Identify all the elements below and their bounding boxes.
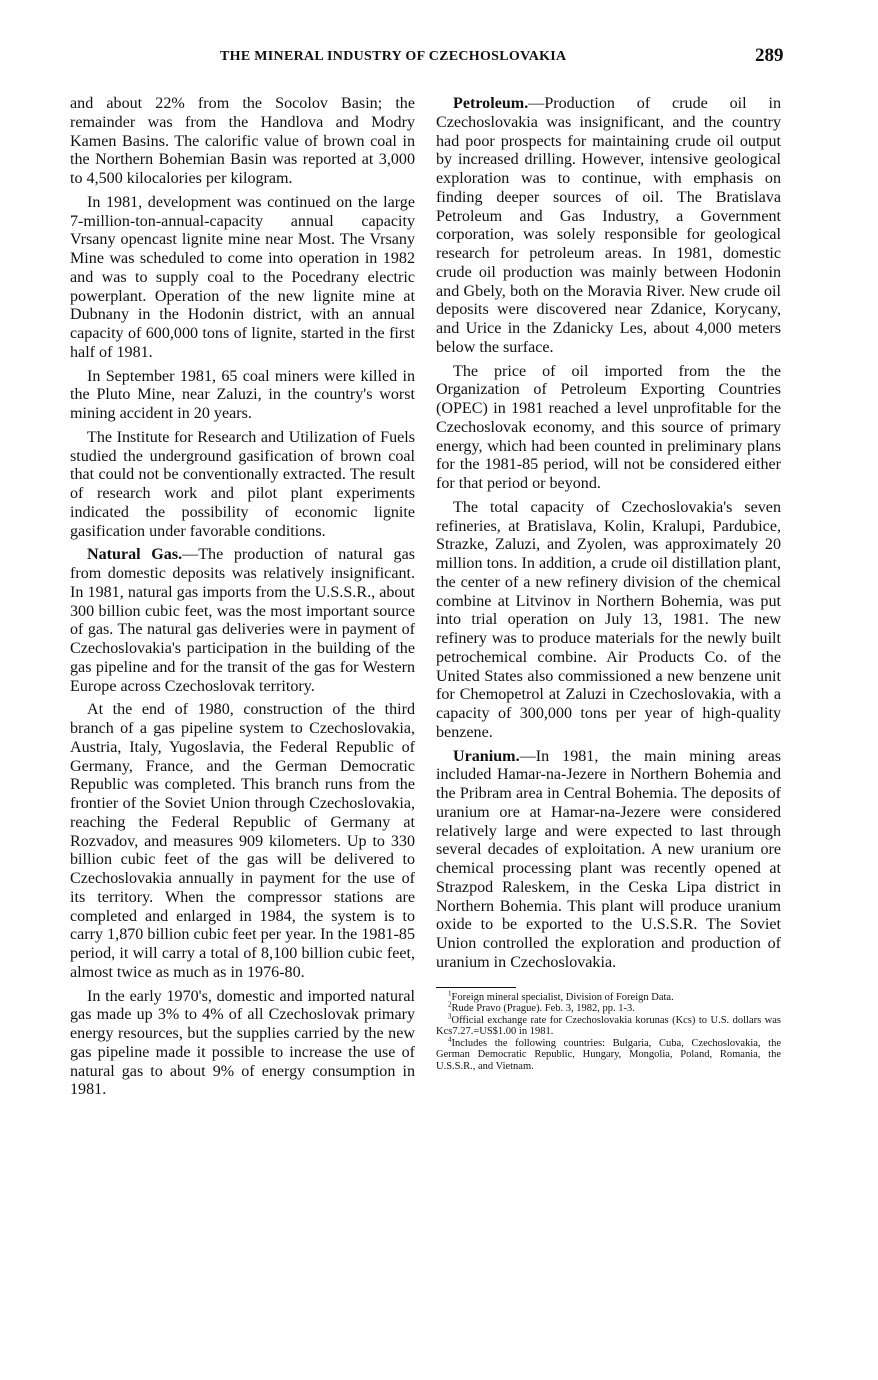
paragraph: In 1981, development was continued on the large 7-million-ton-annual-capacity annual capacity Vrsany opencast lignite mine near Most. The Vrsany Mine was scheduled to come into operation in 1982 and was to supply coal to the Pocedrany electric powerplant. Operation of the new lignite mine at Dubnany in the Hodonin district, with an annual capacity of 600,000 tons of lignite, started in the first half of 1981. [70,193,415,361]
footnote-marker: 1 [448,989,452,997]
footnote-marker: 2 [448,1000,452,1009]
footnote-text: Rude Pravo (Prague). Feb. 3, 1982, pp. 1-3. [451,1003,635,1014]
petroleum-section [436,95,781,358]
paragraph-text: —In 1981, the main mining areas included Hamar-na-Jezere in Northern Bohemia and the Pribram area in Central Bohemia. The deposits of uranium ore at Hamar-na-Jezere were considered relatively large and were expected to last through several decades of exploitation. A new uranium ore chemical processing plant was recently opened at Strazpod Raleskem, in the Ceska Lipa district in Northern Bohemia. This plant will produce uranium oxide to be exported to the U.S.S.R. The Soviet Union controlled the exploration and production of uranium in Czechoslovakia. [436,747,781,971]
paragraph: The Institute for Research and Utilization of Fuels studied the underground gasification of brown coal that could not be conventionally extracted. The result of research work and pilot plant experiments indicated the possibility of economic lignite gasification under favorable conditions. [70,428,415,540]
running-header-title: THE MINERAL INDUSTRY OF CZECHOSLOVAKIA [220,49,567,64]
footnote-divider [436,987,516,988]
paragraph: In the early 1970's, domestic and imported natural gas made up 3% to 4% of all Czechoslovak primary energy resources, but the supplies carried by the new gas pipeline made it possible to increase the use of natural gas to about 9% of energy consumption in 1981. [70,987,415,1099]
paragraph: and about 22% from the Socolov Basin; the remainder was from the Handlova and Modry Kamen Basins. The calorific value of brown coal in the Northern Bohemian Basin was reported at 3,000 to 4,500 kilocalories per kilogram. [70,95,415,187]
page-number: 289 [755,45,784,66]
left-column [70,95,415,1105]
right-column [436,95,781,1072]
footnote [436,1012,781,1038]
section-heading-petroleum: Petroleum. [453,95,529,112]
section-heading-uranium: Uranium. [453,747,520,765]
footnote-marker: 3 [448,1012,452,1020]
paragraph: The total capacity of Czechoslovakia's seven refineries, at Bratislava, Kolin, Kralupi, Pardubice, Strazke, Zaluzi, and Zyolen, was approximately 20 million tons. In addition, a crude oil distillation plant, the center of a new refinery division of the chemical combine at Litvinov in Northern Bohemia, was put into trial operation on July 13, 1981. The new refinery was to produce materials for the newly built petrochemical combine. Air Products Co. of the United States also commissioned a new benzene unit for Chemopetrol at Zaluzi in Czechoslovakia, with a capacity of 300,000 tons per year of high-quality benzene. [436,498,781,741]
natural-gas-section [70,546,415,696]
paragraph-text: —Production of crude oil in Czechoslovakia was insignificant, and the country had poor prospects for maintaining crude oil output by increased drilling. However, intensive geological exploration was to continue, with emphasis on finding deeper sources of oil. The Bratislava Petroleum and Gas Industry, a Government corporation, was solely responsible for geological research for petroleum areas. In 1981, domestic crude oil production was mainly between Hodonin and Gbely, both on the Moravia River. New crude oil deposits were discovered near Zdanice, Korycany, and Urice in the Zdanicky Les, about 4,000 meters below the surface. [436,95,781,356]
footnote-text: Includes the following countries: Bulgaria, Cuba, Czechoslovakia, the German Democratic Republic, Hungary, Mongolia, Poland, Romania, the U.S.S.R., and Vietnam. [436,1037,781,1072]
footnote [436,1035,781,1073]
footnote-text: Official exchange rate for Czechoslovakia korunas (Kcs) to U.S. dollars was Kcs7.27.=US$1.00 in 1981. [436,1014,781,1037]
paragraph: In September 1981, 65 coal miners were killed in the Pluto Mine, near Zaluzi, in the country's worst mining accident in 20 years. [70,367,415,422]
footnotes [436,989,781,1073]
paragraph: The price of oil imported from the the Organization of Petroleum Exporting Countries (OPEC) in 1981 reached a level unprofitable for the Czechoslovak economy, and this source of primary energy, which had been counted in preliminary plans for the 1981-85 period, will not be considered either for that period or beyond. [436,362,781,492]
section-heading-natural-gas: Natural Gas. [87,546,183,564]
uranium-section [436,748,781,973]
footnote-text: Foreign mineral specialist, Division of Foreign Data. [451,991,674,1003]
footnote-marker: 4 [448,1035,452,1043]
footnote [436,989,781,1004]
footnote [436,1000,781,1015]
paragraph-text: —The production of natural gas from domestic deposits was relatively insignificant. In 1981, natural gas imports from the U.S.S.R., about 300 billion cubic feet, was the most important source of gas. The natural gas deliveries were in payment of Czechoslovakia's participation in the building of the gas pipeline and for the transit of the gas for Western Europe across Czechoslovak territory. [70,546,416,695]
paragraph: At the end of 1980, construction of the third branch of a gas pipeline system to Czechoslovakia, Austria, Italy, Yugoslavia, the Federal Republic of Germany, France, and the German Democratic Republic was completed. This branch runs from the frontier of the Soviet Union through Czechoslovakia, reaching the Federal Republic of Germany at Rozvadov, and measures 909 kilometers. Up to 330 billion cubic feet of the gas will be delivered to Czechoslovakia annually in payment for the use of its territory. When the compressor stations are completed and enlarged in 1984, the system is to carry 1,870 billion cubic feet per year. In the 1981-85 period, it will carry a total of 8,100 billion cubic feet, almost twice as much as in 1976-80. [70,701,415,981]
